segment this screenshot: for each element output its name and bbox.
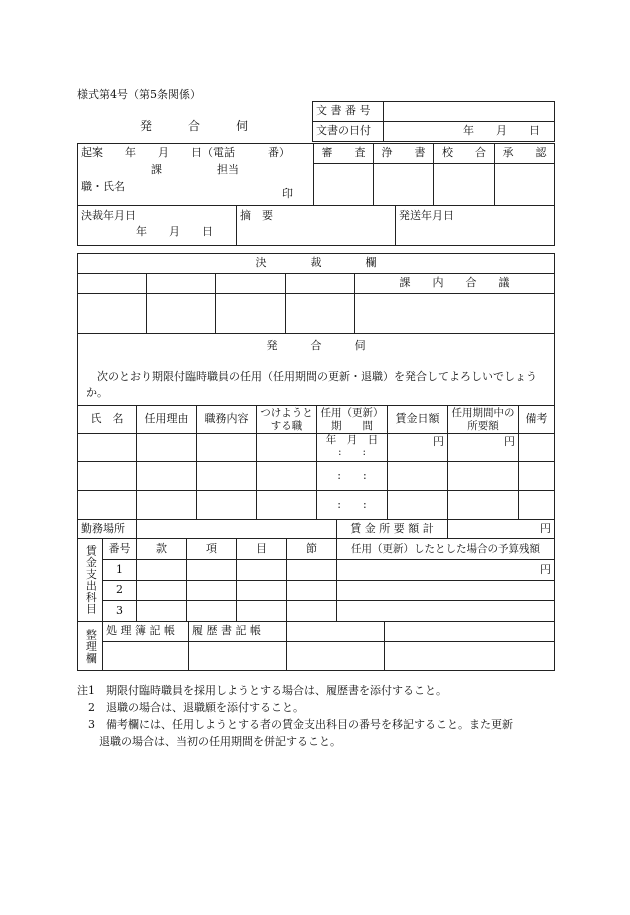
- wage-cell[interactable]: [287, 601, 337, 622]
- col-daily-wage: 賃金日額: [388, 406, 448, 434]
- workplace-label: 勤務場所: [78, 520, 137, 539]
- seal-mark: 印: [282, 187, 293, 200]
- col-remarks: 備考: [519, 406, 555, 434]
- decision-date-table: [77, 205, 555, 246]
- sent-date-cell[interactable]: [396, 206, 555, 246]
- wage-cell[interactable]: [137, 560, 187, 581]
- period-time-mark: : :: [337, 446, 367, 459]
- decided-date-fmt: 年 月 日: [136, 224, 213, 238]
- col-name: 氏 名: [78, 406, 137, 434]
- cell-duties[interactable]: [197, 434, 257, 462]
- wage-col-setsu: 節: [287, 539, 337, 560]
- decision-cell[interactable]: [216, 274, 286, 294]
- request-body-cell: [78, 334, 555, 406]
- note-2: 2 退職の場合は、退職願を添付すること。: [77, 701, 304, 715]
- wage-row-number: 3: [103, 601, 137, 622]
- decided-date-label: 決裁年月日: [81, 209, 136, 222]
- wage-cell[interactable]: [137, 601, 187, 622]
- cell-required-amount[interactable]: [448, 491, 519, 520]
- period-date-fmt: 年 月 日: [325, 434, 379, 446]
- cell-daily-wage[interactable]: [388, 462, 448, 491]
- org-col-resume: 履 歴 書 記 帳: [189, 622, 287, 642]
- cell-name[interactable]: [78, 462, 137, 491]
- cell-position[interactable]: [257, 491, 317, 520]
- doc-number-label: 文 書 番 号: [313, 102, 384, 122]
- request-text: 次のとおり期限付臨時職員の任用（任用期間の更新・退職）を発合してよろしいでしょうか。: [86, 369, 537, 400]
- org-cell[interactable]: [385, 642, 555, 671]
- wage-cell[interactable]: [187, 601, 237, 622]
- wage-cell[interactable]: [187, 560, 237, 581]
- wage-col-moku: 目: [237, 539, 287, 560]
- budget-field[interactable]: [337, 581, 555, 601]
- org-col-ledger: 処 理 簿 記 帳: [103, 622, 189, 642]
- cell-required-amount[interactable]: [448, 462, 519, 491]
- cell-position[interactable]: [257, 462, 317, 491]
- decision-cell[interactable]: [78, 274, 147, 294]
- doc-number-field[interactable]: [384, 102, 555, 122]
- col-reason: 任用理由: [137, 406, 197, 434]
- wage-cell[interactable]: [187, 581, 237, 601]
- draft-info-cell: [78, 144, 314, 206]
- form-title: 様式第4号（第5条関係）: [77, 88, 201, 101]
- col-position: つけようとする職: [257, 406, 317, 434]
- draft-date-line: 起案 年 月 日（電話 番）: [81, 146, 290, 159]
- wage-cell[interactable]: [237, 601, 287, 622]
- wage-row-number: 1: [103, 560, 137, 581]
- organization-table: [77, 621, 555, 671]
- cell-period[interactable]: [317, 434, 388, 462]
- cell-remarks[interactable]: [519, 434, 555, 462]
- workplace-table: [77, 519, 555, 539]
- cell-position[interactable]: [257, 434, 317, 462]
- col-duties: 職務内容: [197, 406, 257, 434]
- doc-date-label: 文書の日付: [313, 122, 384, 142]
- cell-name[interactable]: [78, 491, 137, 520]
- appointment-table: [77, 405, 555, 520]
- decision-cell[interactable]: [147, 274, 216, 294]
- decision-stamp[interactable]: [286, 294, 355, 334]
- cell-name[interactable]: [78, 434, 137, 462]
- wage-account-table: [77, 538, 555, 622]
- org-ledger-field[interactable]: [103, 642, 189, 671]
- cell-required-amount[interactable]: 円: [448, 434, 519, 462]
- wage-cell[interactable]: [237, 560, 287, 581]
- decision-cell[interactable]: [286, 274, 355, 294]
- document-title: 発 合 伺: [140, 119, 249, 133]
- approval-approve-stamp[interactable]: [495, 164, 555, 206]
- approval-review-label: 審 査: [314, 144, 374, 164]
- cell-remarks[interactable]: [519, 462, 555, 491]
- summary-label: 摘 要: [240, 209, 273, 222]
- wage-cell[interactable]: [137, 581, 187, 601]
- wage-col-kou: 項: [187, 539, 237, 560]
- org-cell[interactable]: [287, 622, 385, 642]
- approval-proof-label: 校 合: [434, 144, 495, 164]
- approval-copy-stamp[interactable]: [374, 164, 434, 206]
- summary-cell[interactable]: [237, 206, 396, 246]
- notes: [77, 682, 567, 750]
- approval-review-stamp[interactable]: [314, 164, 374, 206]
- wage-col-number: 番号: [103, 539, 137, 560]
- name-line: 職・氏名: [81, 180, 125, 194]
- budget-field[interactable]: [337, 601, 555, 622]
- decision-stamp[interactable]: [216, 294, 286, 334]
- total-wage-field[interactable]: 円: [448, 520, 555, 539]
- note-3: 3 備考欄には、任用しようとする者の賃金支出科目の番号を移記すること。また更新: [77, 718, 513, 732]
- wage-row-number: 2: [103, 581, 137, 601]
- approval-copy-label: 浄 書: [374, 144, 434, 164]
- decision-title: 決 裁 欄: [78, 254, 555, 274]
- approval-proof-stamp[interactable]: [434, 164, 495, 206]
- cell-reason[interactable]: [137, 491, 197, 520]
- note-3-cont: 退職の場合は、当初の任用期間を併記すること。: [77, 735, 341, 749]
- request-title: 発 合 伺: [266, 339, 366, 352]
- col-period: 任用（更新）期 間: [317, 406, 388, 434]
- cell-daily-wage[interactable]: [388, 491, 448, 520]
- doc-number-table: [312, 101, 555, 142]
- budget-field[interactable]: 円: [337, 560, 555, 581]
- decided-date-cell[interactable]: [78, 206, 237, 246]
- decision-stamp[interactable]: [78, 294, 147, 334]
- wage-cell[interactable]: [237, 581, 287, 601]
- total-wage-label: 賃 金 所 要 額 計: [337, 520, 448, 539]
- cell-period[interactable]: : :: [317, 462, 388, 491]
- wage-col-kan: 款: [137, 539, 187, 560]
- cell-reason[interactable]: [137, 434, 197, 462]
- org-cell[interactable]: [385, 622, 555, 642]
- cell-duties[interactable]: [197, 462, 257, 491]
- cell-duties[interactable]: [197, 491, 257, 520]
- org-cell[interactable]: [287, 642, 385, 671]
- wage-cell[interactable]: [287, 581, 337, 601]
- decision-stamp[interactable]: [147, 294, 216, 334]
- budget-label: 任用（更新）したとした場合の予算残額: [337, 539, 555, 560]
- decision-table: [77, 253, 555, 406]
- approval-approve-label: 承 認: [495, 144, 555, 164]
- wage-cell[interactable]: [287, 560, 337, 581]
- draft-table: [77, 143, 555, 206]
- cell-remarks[interactable]: [519, 491, 555, 520]
- dept-line: 課 担当: [151, 162, 239, 176]
- sent-date-label: 発送年月日: [399, 209, 454, 222]
- workplace-field[interactable]: [137, 520, 337, 539]
- note-1: 注1 期限付臨時職員を採用しようとする場合は、履歴書を添付すること。: [77, 684, 447, 697]
- org-label: 整理欄: [78, 622, 103, 671]
- org-resume-field[interactable]: [189, 642, 287, 671]
- doc-date-field[interactable]: 年 月 日: [384, 122, 555, 142]
- col-required-amount: 任用期間中の所要額: [448, 406, 519, 434]
- intra-stamp[interactable]: [355, 294, 555, 334]
- cell-reason[interactable]: [137, 462, 197, 491]
- cell-daily-wage[interactable]: 円: [388, 434, 448, 462]
- wage-section-label: 賃金支出科目: [78, 539, 103, 622]
- cell-period[interactable]: : :: [317, 491, 388, 520]
- intra-title: 課 内 合 議: [355, 274, 555, 294]
